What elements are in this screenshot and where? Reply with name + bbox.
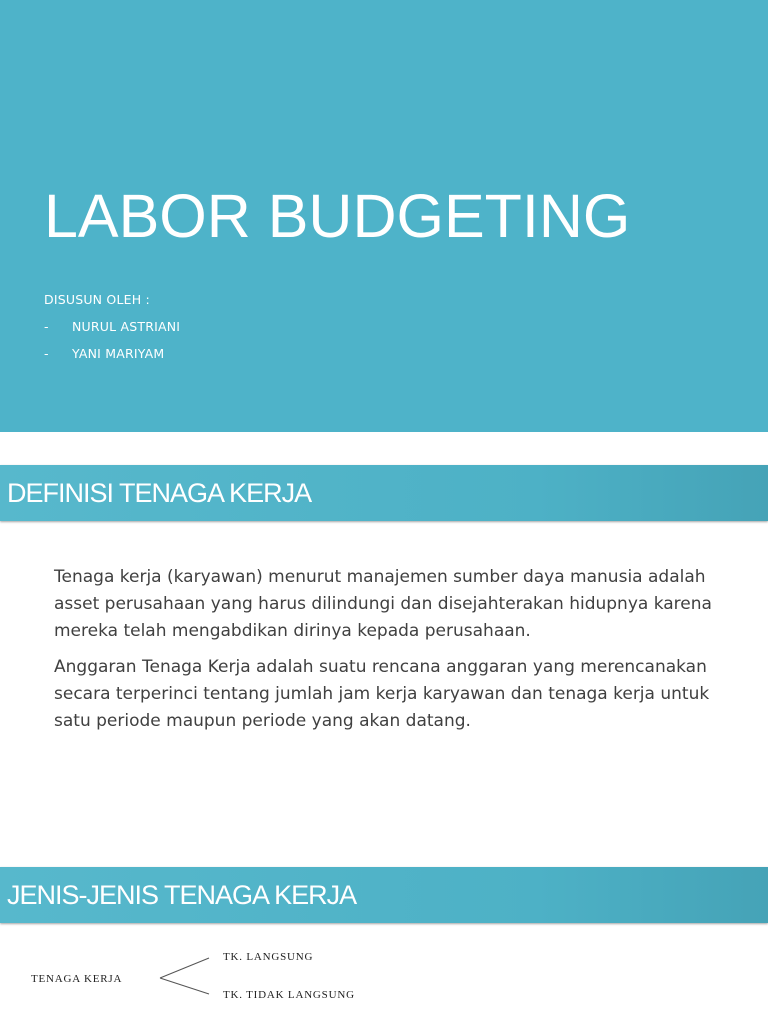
title-slide xyxy=(0,0,768,432)
labor-types-diagram xyxy=(0,930,768,1024)
section-header-definition xyxy=(0,465,768,521)
bullet-dash: - xyxy=(44,346,49,361)
byline: DISUSUN OLEH : xyxy=(44,292,150,307)
author-item xyxy=(44,345,180,372)
slide-title: LABOR BUDGETING xyxy=(44,182,631,250)
diagram-branch-label: TK. LANGSUNG xyxy=(223,951,314,963)
paragraph: Anggaran Tenaga Kerja adalah suatu rencana anggaran yang merencanakan secara terperinci tentang jumlah jam kerja karyawan dan tenaga kerja untuk satu periode maupun periode yang akan datang. xyxy=(54,657,710,731)
section-heading: JENIS-JENIS TENAGA KERJA xyxy=(7,880,357,910)
branch-line-bottom xyxy=(160,978,209,994)
author-block xyxy=(44,291,180,372)
paragraph: Tenaga kerja (karyawan) menurut manajemen sumber daya manusia adalah asset perusahaan yang harus dilindungi dan disejahterakan hidupnya karena mereka telah mengabdikan dirinya kepada perusahaan. xyxy=(54,567,712,641)
author-name: YANI MARIYAM xyxy=(72,346,165,361)
author-name: NURUL ASTRIANI xyxy=(72,319,181,334)
section-heading: DEFINISI TENAGA KERJA xyxy=(7,478,312,508)
author-item xyxy=(44,318,180,345)
definition-text xyxy=(54,564,734,744)
section-header-types xyxy=(0,867,768,923)
bullet-dash: - xyxy=(44,319,49,334)
diagram-branch-label: TK. TIDAK LANGSUNG xyxy=(223,989,355,1001)
diagram-root-label: TENAGA KERJA xyxy=(31,973,123,985)
branch-line-top xyxy=(160,958,209,978)
